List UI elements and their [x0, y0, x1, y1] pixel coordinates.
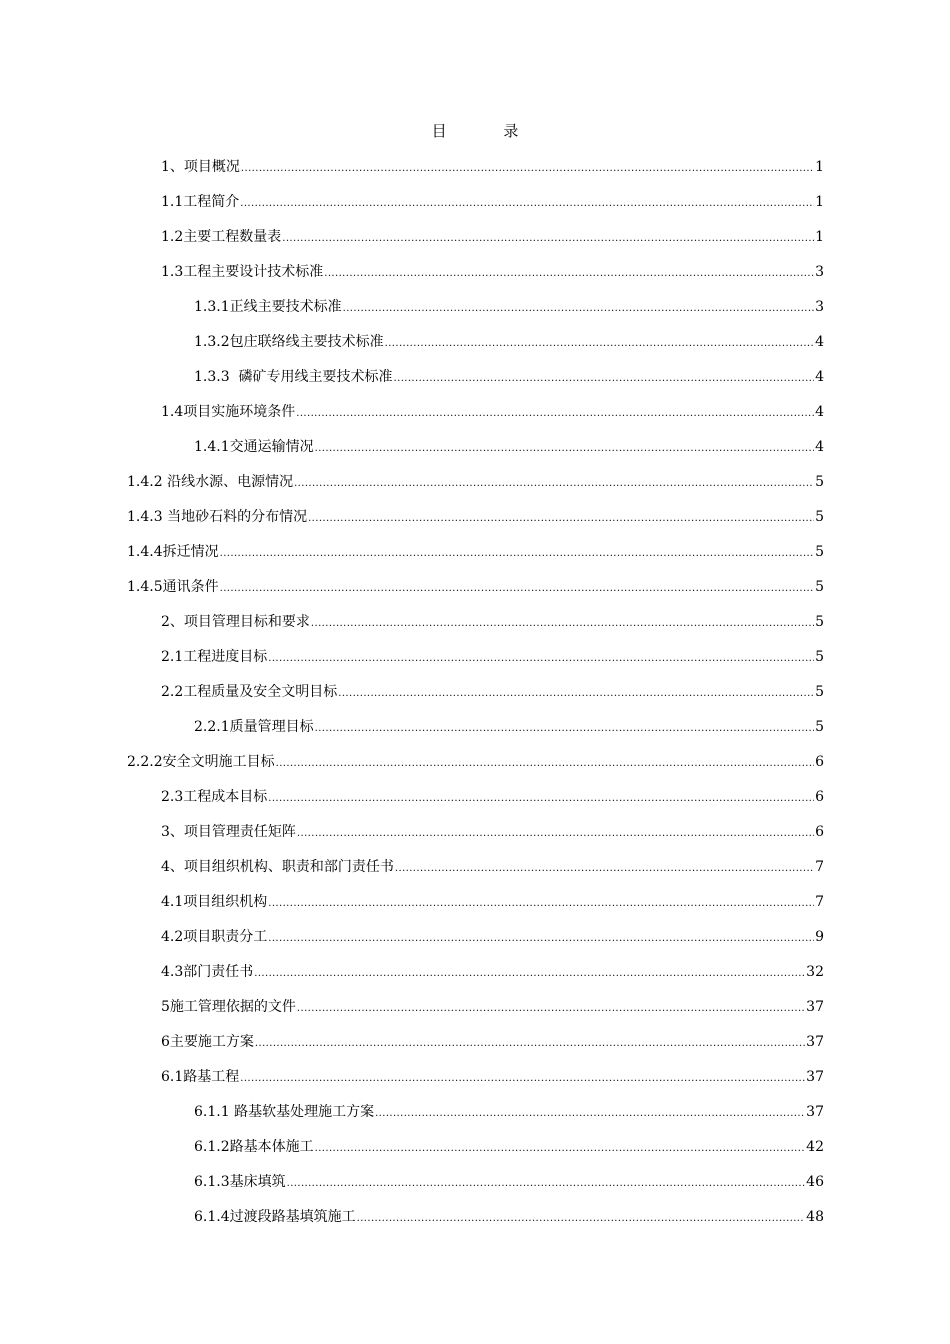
- toc-entry[interactable]: [0, 855, 950, 890]
- toc-entry[interactable]: [0, 715, 950, 750]
- toc-entry[interactable]: [0, 295, 950, 330]
- toc-entry-label: 4.3部门责任书: [161, 964, 254, 980]
- toc-entry-label: 4、项目组织机构、职责和部门责任书: [161, 859, 394, 875]
- toc-entry-label: 6.1.1 路基软基处理施工方案: [194, 1104, 375, 1120]
- toc-entry-page-number: 37: [806, 1034, 824, 1050]
- toc-entry-label: 2、项目管理目标和要求: [161, 614, 310, 630]
- toc-entry-label: 2.2工程质量及安全文明目标: [161, 684, 338, 700]
- toc-entry-page-number: 9: [815, 929, 824, 945]
- toc-entry-label: 1.3.2包庄联络线主要技术标准: [194, 334, 384, 350]
- toc-entry[interactable]: [0, 1100, 950, 1135]
- dot-leader: [268, 892, 814, 916]
- page-title: 目 录: [431, 122, 545, 140]
- dot-leader: [296, 402, 814, 426]
- toc-entry-label: 2.1工程进度目标: [161, 649, 268, 665]
- toc-entry-page-number: 42: [806, 1139, 824, 1155]
- toc-entry-label: 2.2.2安全文明施工目标: [127, 754, 275, 770]
- toc-entry-page-number: 5: [815, 509, 824, 525]
- toc-entry-page-number: 6: [815, 754, 824, 770]
- toc-entry[interactable]: [0, 1205, 950, 1240]
- toc-entry-label: 1.4.5通讯条件: [127, 579, 219, 595]
- toc-entry-page-number: 37: [806, 1104, 824, 1120]
- dot-leader: [255, 1032, 805, 1056]
- toc-entry-page-number: 4: [815, 404, 824, 420]
- dot-leader: [343, 297, 814, 321]
- toc-entry-label: 6.1.3基床填筑: [194, 1174, 286, 1190]
- toc-entry[interactable]: [0, 470, 950, 505]
- toc-entry[interactable]: [0, 995, 950, 1030]
- dot-leader: [276, 752, 814, 776]
- toc-entry[interactable]: [0, 155, 950, 190]
- toc-entry-label: 2.3工程成本目标: [161, 789, 268, 805]
- toc-entry[interactable]: [0, 960, 950, 995]
- toc-entry-page-number: 1: [815, 194, 824, 210]
- toc-entry-page-number: 1: [815, 159, 824, 175]
- toc-entry-page-number: 6: [815, 789, 824, 805]
- dot-leader: [241, 157, 814, 181]
- dot-leader: [220, 577, 814, 601]
- dot-leader: [294, 472, 814, 496]
- toc-entry-label: 1、项目概况: [161, 159, 240, 175]
- table-of-contents: [0, 155, 950, 1240]
- toc-entry[interactable]: [0, 645, 950, 680]
- dot-leader: [308, 507, 814, 531]
- dot-leader: [287, 1172, 806, 1196]
- dot-leader: [338, 682, 814, 706]
- toc-entry-page-number: 4: [815, 334, 824, 350]
- toc-entry[interactable]: [0, 890, 950, 925]
- toc-entry-label: 6.1.2路基本体施工: [194, 1139, 314, 1155]
- toc-entry[interactable]: [0, 365, 950, 400]
- toc-entry[interactable]: [0, 785, 950, 820]
- toc-entry-page-number: 3: [815, 264, 824, 280]
- toc-entry-page-number: 1: [815, 229, 824, 245]
- toc-entry-label: 6.1路基工程: [161, 1069, 240, 1085]
- toc-entry[interactable]: [0, 540, 950, 575]
- toc-entry-page-number: 5: [815, 684, 824, 700]
- toc-entry-label: 5施工管理依据的文件: [161, 999, 296, 1015]
- dot-leader: [315, 717, 814, 741]
- toc-entry-page-number: 4: [815, 439, 824, 455]
- toc-entry[interactable]: [0, 330, 950, 365]
- dot-leader: [297, 822, 814, 846]
- toc-entry[interactable]: [0, 575, 950, 610]
- toc-entry-page-number: 5: [815, 719, 824, 735]
- dot-leader: [375, 1102, 805, 1126]
- toc-entry[interactable]: [0, 610, 950, 645]
- toc-entry-page-number: 5: [815, 474, 824, 490]
- toc-entry-page-number: 3: [815, 299, 824, 315]
- dot-leader: [254, 962, 805, 986]
- toc-entry[interactable]: [0, 1030, 950, 1065]
- toc-entry-label: 1.4项目实施环境条件: [161, 404, 296, 420]
- toc-entry-page-number: 46: [806, 1174, 824, 1190]
- toc-entry-label: 1.3.3 磷矿专用线主要技术标准: [194, 369, 393, 385]
- dot-leader: [297, 997, 805, 1021]
- toc-entry-page-number: 4: [815, 369, 824, 385]
- toc-entry-page-number: 5: [815, 614, 824, 630]
- toc-entry-label: 2.2.1质量管理目标: [194, 719, 314, 735]
- toc-entry-page-number: 48: [806, 1209, 824, 1225]
- dot-leader: [394, 367, 815, 391]
- toc-entry-label: 4.1项目组织机构: [161, 894, 268, 910]
- toc-entry-page-number: 37: [806, 1069, 824, 1085]
- toc-entry-label: 1.2主要工程数量表: [161, 229, 282, 245]
- toc-entry-page-number: 5: [815, 544, 824, 560]
- dot-leader: [357, 1207, 806, 1231]
- dot-leader: [315, 437, 814, 461]
- toc-entry[interactable]: [0, 1170, 950, 1205]
- toc-entry-page-number: 6: [815, 824, 824, 840]
- dot-leader: [240, 192, 814, 216]
- toc-entry[interactable]: [0, 400, 950, 435]
- toc-entry[interactable]: [0, 750, 950, 785]
- toc-entry-label: 6主要施工方案: [161, 1034, 254, 1050]
- toc-entry[interactable]: [0, 680, 950, 715]
- dot-leader: [268, 927, 814, 951]
- toc-entry-label: 1.4.4拆迁情况: [127, 544, 219, 560]
- toc-entry-label: 4.2项目职责分工: [161, 929, 268, 945]
- dot-leader: [268, 787, 814, 811]
- dot-leader: [311, 612, 814, 636]
- toc-entry-label: 1.4.1交通运输情况: [194, 439, 314, 455]
- dot-leader: [324, 262, 814, 286]
- toc-entry[interactable]: [0, 260, 950, 295]
- toc-entry-page-number: 7: [815, 859, 824, 875]
- toc-entry[interactable]: [0, 1135, 950, 1170]
- dot-leader: [385, 332, 814, 356]
- toc-entry-page-number: 5: [815, 649, 824, 665]
- dot-leader: [240, 1067, 805, 1091]
- toc-entry[interactable]: [0, 1065, 950, 1100]
- toc-entry[interactable]: [0, 225, 950, 260]
- toc-entry-label: 1.3.1正线主要技术标准: [194, 299, 342, 315]
- toc-entry-page-number: 37: [806, 999, 824, 1015]
- toc-entry-page-number: 5: [815, 579, 824, 595]
- dot-leader: [282, 227, 814, 251]
- toc-entry-label: 1.1工程简介: [161, 194, 240, 210]
- toc-entry-label: 1.4.2 沿线水源、电源情况: [127, 474, 294, 490]
- toc-entry[interactable]: [0, 435, 950, 470]
- toc-entry-label: 6.1.4过渡段路基填筑施工: [194, 1209, 356, 1225]
- dot-leader: [220, 542, 814, 566]
- toc-entry[interactable]: [0, 925, 950, 960]
- dot-leader: [395, 857, 814, 881]
- toc-entry[interactable]: [0, 190, 950, 225]
- toc-entry[interactable]: [0, 820, 950, 855]
- toc-entry-page-number: 32: [806, 964, 824, 980]
- toc-entry-page-number: 7: [815, 894, 824, 910]
- toc-entry-label: 1.3工程主要设计技术标准: [161, 264, 324, 280]
- toc-entry[interactable]: [0, 505, 950, 540]
- toc-entry-label: 1.4.3 当地砂石料的分布情况: [127, 509, 308, 525]
- toc-entry-label: 3、项目管理责任矩阵: [161, 824, 296, 840]
- dot-leader: [315, 1137, 806, 1161]
- dot-leader: [268, 647, 814, 671]
